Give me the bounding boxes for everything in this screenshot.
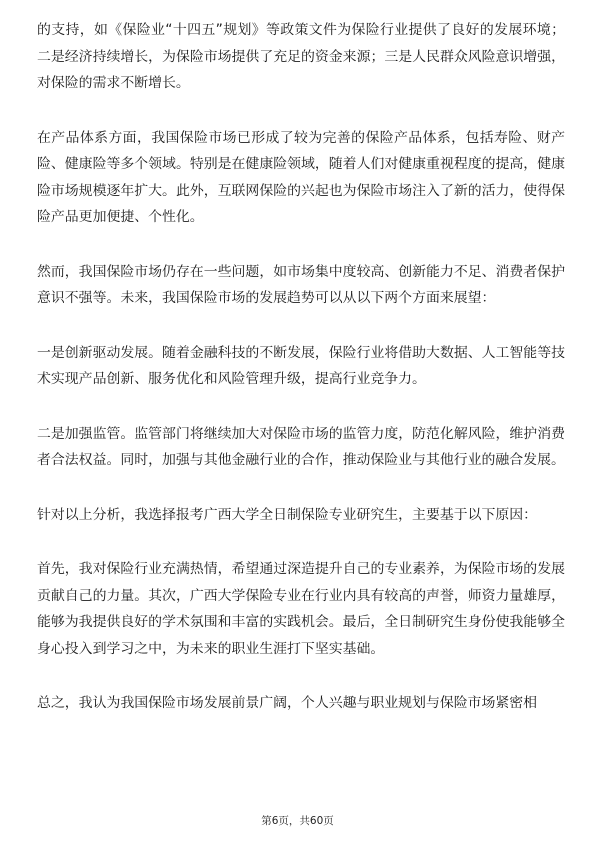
paragraph-policy-support: 的支持，如《保险业“十四五”规划》等政策文件为保险行业提供了良好的发展环境；二是经济持续增长，为保险市场提供了充足的资金来源；三是人民群众风险意识增强，对保险的需求不断增长。 — [37, 22, 565, 91]
paragraph-conclusion: 总之，我认为我国保险市场发展前景广阔，个人兴趣与职业规划与保险市场紧密相 — [37, 695, 538, 711]
paragraph-market-problems: 然而，我国保险市场仍存在一些问题，如市场集中度较高、创新能力不足、消费者保护意识不强等。未来，我国保险市场的发展趋势可以从以下两个方面来展望： — [37, 263, 565, 306]
paragraph-product-system: 在产品体系方面，我国保险市场已形成了较为完善的保险产品体系，包括寿险、财产险、健康险等多个领域。特别是在健康险领域，随着人们对健康重视程度的提高，健康险市场规模逐年扩大。此外，互联网保险的兴起也为保险市场注入了新的活力，使得保险产品更加便捷、个性化。 — [37, 129, 565, 225]
page-number: 第6页，共60页 — [261, 815, 334, 827]
paragraph-strengthen-regulation: 二是加强监管。监管部门将继续加大对保险市场的监管力度，防范化解风险，维护消费者合法权益。同时，加强与其他金融行业的合作，推动保险业与其他行业的融合发展。 — [37, 425, 565, 468]
paragraph-application-reasons: 针对以上分析，我选择报考广西大学全日制保险专业研究生，主要基于以下原因： — [37, 506, 538, 523]
document-body — [37, 17, 565, 717]
paragraph-personal-motivation: 首先，我对保险行业充满热情，希望通过深造提升自己的专业素养，为保险市场的发展贡献自己的力量。其次，广西大学保险专业在行业内具有较高的声誉，师资力量雄厚，能够为我提供良好的学术氛围和丰富的实践机会。最后，全日制研究生身份使我能够全身心投入到学习之中，为未来的职业生涯打下坚实基础。 — [37, 561, 565, 657]
paragraph-innovation-driven: 一是创新驱动发展。随着金融科技的不断发展，保险行业将借助大数据、人工智能等技术实现产品创新、服务优化和风险管理升级，提高行业竞争力。 — [37, 344, 565, 387]
